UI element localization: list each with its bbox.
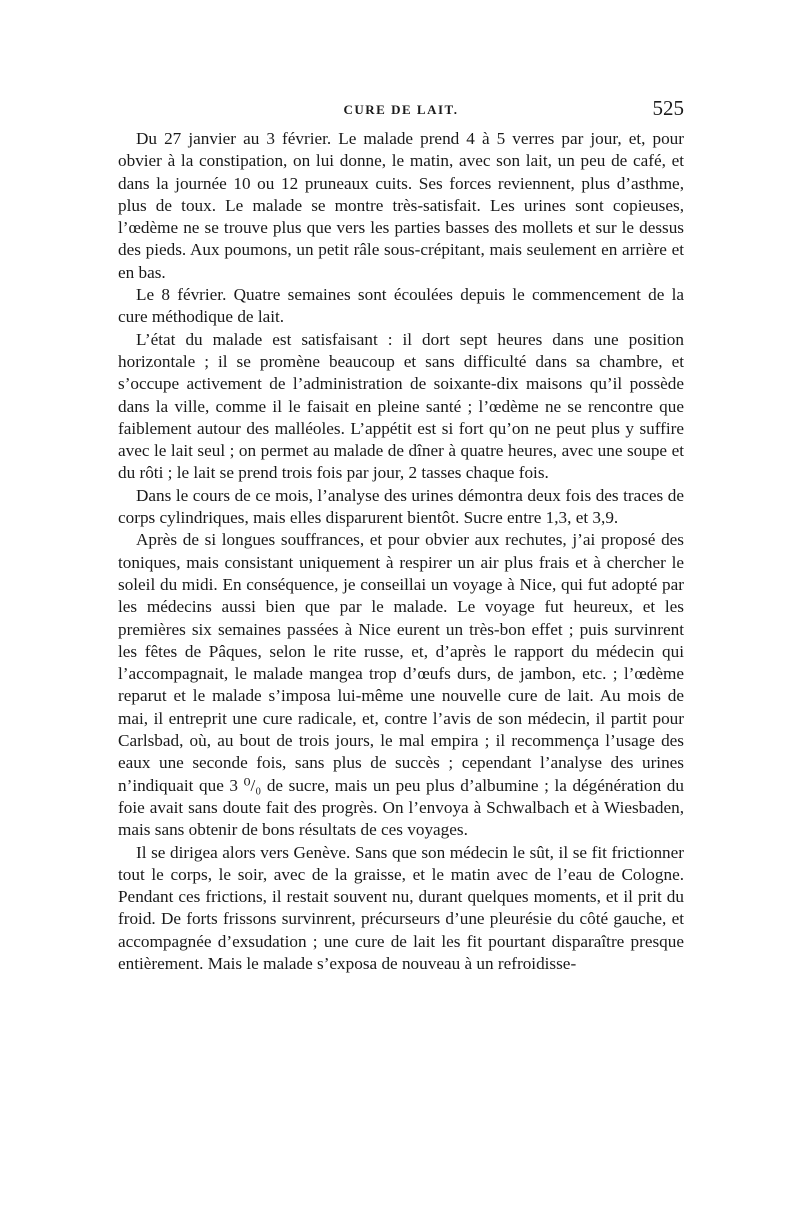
- paragraph: Le 8 février. Quatre semaines sont écoulées depuis le commencement de la cure méthodique de lait.: [118, 285, 684, 327]
- page-header: [118, 96, 684, 126]
- paragraph: L’état du malade est satisfaisant : il dort sept heures dans une position horizontale ; il se promène beaucoup et sans difficulté dans sa chambre, et s’occupe activement de l’administration de soixante-dix maisons qu’il possède dans la ville, comme il le faisait en pleine santé ; l’œdème ne se rencontre que faiblement autour des malléoles. L’appétit est si fort qu’on ne peut plus y suffire avec le lait seul ; on permet au malade de dîner à quatre heures, avec une soupe et du rôti ; le lait se prend trois fois par jour, 2 tasses chaque fois.: [118, 329, 684, 483]
- running-title: CURE DE LAIT.: [343, 102, 459, 117]
- paragraph: Du 27 janvier au 3 février. Le malade prend 4 à 5 verres par jour, et, pour obvier à la constipation, on lui donne, le matin, avec son lait, un peu de café, et dans la journée 10 ou 12 pruneaux cuits. Ses forces reviennent, plus d’asthme, plus de toux. Le malade se montre très-satisfait. Les urines sont copieuses, l’œdème ne se trouve plus que vers les parties basses des mollets et sur le dessus des pieds. Aux poumons, un petit râle sous-crépitant, mais seulement en arrière et en bas.: [118, 129, 684, 282]
- paragraph: Après de si longues souffrances, et pour obvier aux rechutes, j’ai proposé des toniques, mais consistant uniquement à respirer un air plus frais et à chercher le soleil du midi. En conséquence, je conseillai un voyage à Nice, qui fut adopté par les médecins aussi bien que par le malade. Le voyage fut heureux, et les premières six semaines passées à Nice eurent un très-bon effet ; puis survinrent les fêtes de Pâques, selon le rite russe, et, d’après le rapport du médecin qui l’accompagnait, le malade mangea trop d’œufs durs, de jambon, etc. ; l’œdème reparut et le malade s’imposa lui-même une nouvelle cure de lait. Au mois de mai, il entreprit une cure radicale, et, contre l’avis de son médecin, il partit pour Carlsbad, où, au bout de trois jours, le mal empira ; il recommença l’usage des eaux une seconde fois, sans plus de succès ; cependant l’analyse des urines n’indiquait que 3 ⁰/₀ de sucre, mais un peu plus d’albumine ; la dégénération du foie avait sans doute fait des progrès. On l’envoya à Schwalbach et à Wiesbaden, mais sans obtenir de bons résultats de ces voyages.: [118, 530, 684, 840]
- page-number: 525: [652, 96, 684, 120]
- paragraph: Il se dirigea alors vers Genève. Sans que son médecin le sût, il se fit frictionner tout le corps, le soir, avec de la graisse, et le matin avec de l’eau de Cologne. Pendant ces frictions, il restait souvent nu, durant quelques moments, et il prit du froid. De forts frissons survinrent, précurseurs d’une pleurésie du côté gauche, et accompagnée d’exsudation ; une cure de lait les fit pourtant disparaître presque entièrement. Mais le malade s’exposa de nouveau à un refroidisse-: [118, 842, 684, 973]
- paragraph: Dans le cours de ce mois, l’analyse des urines démontra deux fois des traces de corps cylindriques, mais elles disparurent bientôt. Sucre entre 1,3, et 3,9.: [118, 485, 684, 528]
- body-text: [118, 128, 684, 975]
